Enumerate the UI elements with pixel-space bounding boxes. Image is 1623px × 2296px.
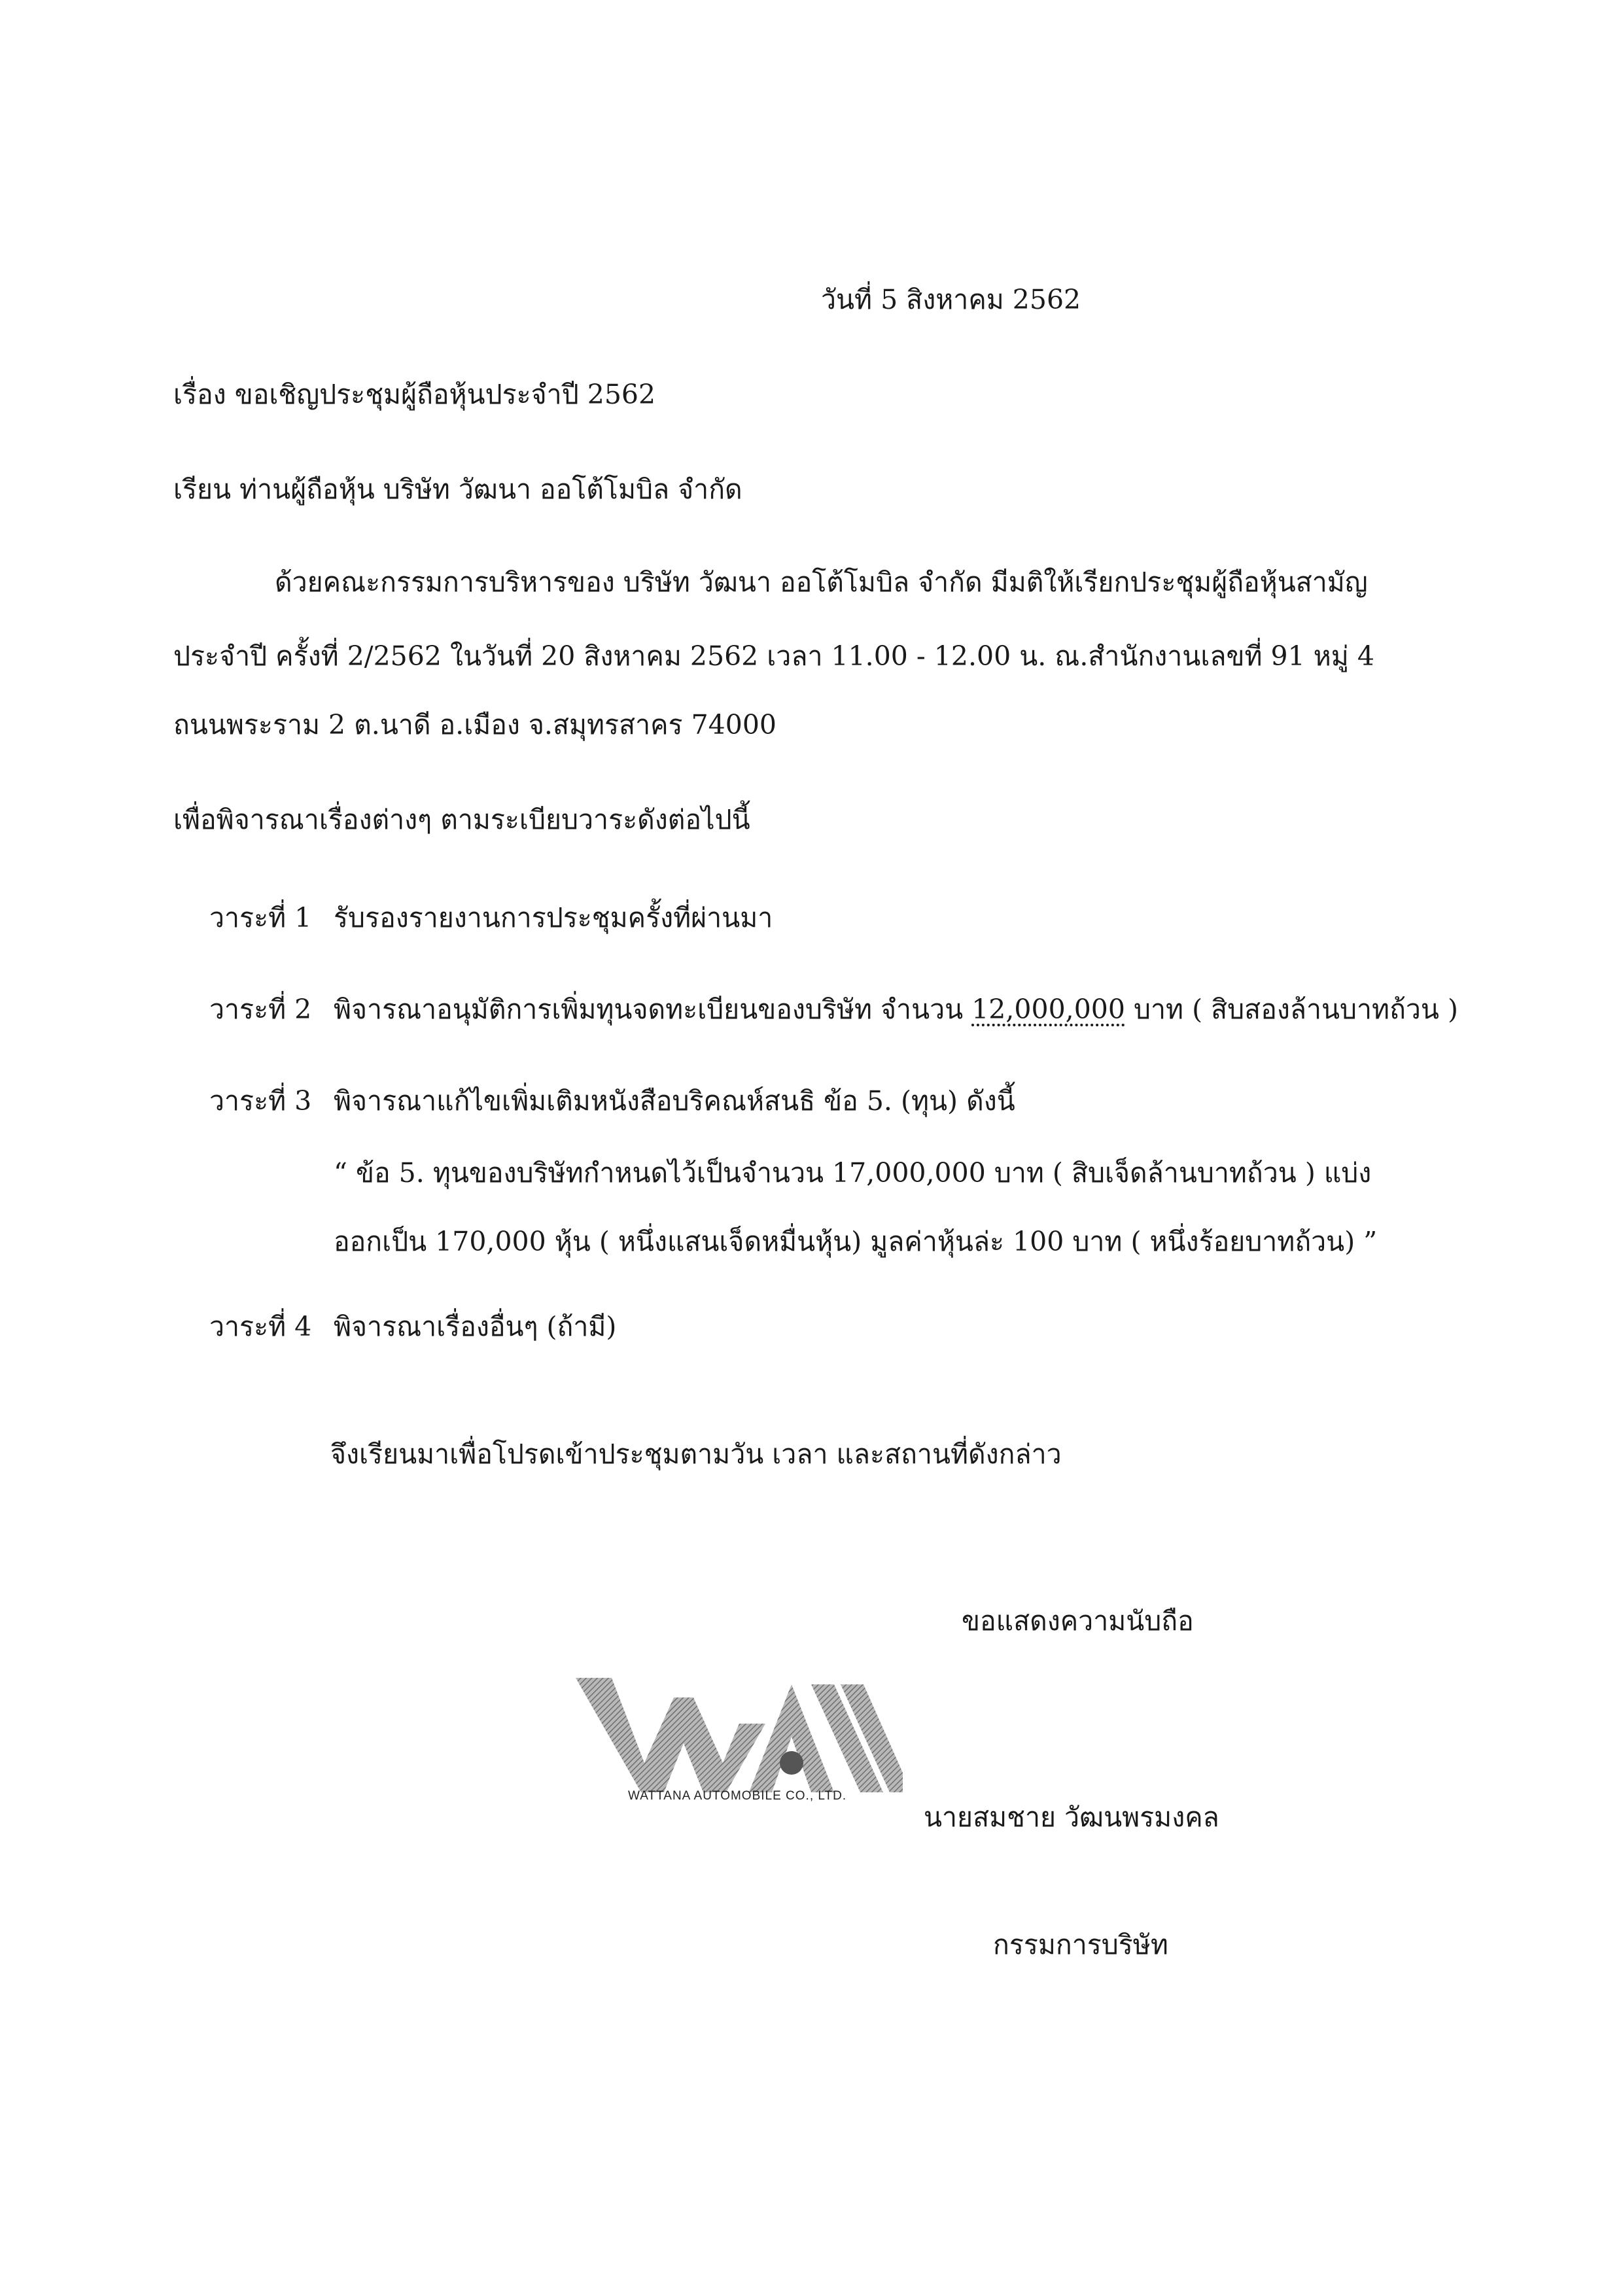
logo-dot (780, 1751, 803, 1775)
body-line-3: ถนนพระราม 2 ต.นาดี อ.เมือง จ.สมุทรสาคร 74000 (173, 709, 777, 740)
signer-name: นายสมชาย วัฒนพรมงคล (924, 1801, 1219, 1833)
body-line-1: ด้วยคณะกรรมการบริหารของ บริษัท วัฒนา ออโต้โมบิล จำกัด มีมติให้เรียกประชุมผู้ถือหุ้นสามัญ (275, 566, 1368, 598)
agenda-item-number: วาระที่ 2 (209, 994, 312, 1025)
letter-date: วันที่ 5 สิงหาคม 2562 (821, 284, 1081, 315)
company-logo (576, 1671, 903, 1802)
body-line-2: ประจำปี ครั้งที่ 2/2562 ในวันที่ 20 สิงหาคม 2562 เวลา 11.00 - 12.00 น. ณ.สำนักงานเลขที่ 91 หมู่ 4 (173, 640, 1374, 672)
logo-w-shape (576, 1678, 765, 1792)
agenda-item-text-after: บาท ( สิบสองล้านบาทถ้วน ) (1125, 994, 1458, 1025)
agenda-item-number: วาระที่ 3 (209, 1085, 312, 1117)
agenda-item-number: วาระที่ 4 (209, 1311, 312, 1342)
closing-sentence: จึงเรียนมาเพื่อโปรดเข้าประชุมตามวัน เวลา และสถานที่ดังกล่าว (330, 1438, 1062, 1470)
agenda-item-text: พิจารณาอนุมัติการเพิ่มทุนจดทะเบียนของบริษัท จำนวน (334, 994, 972, 1025)
agenda-item-text: รับรองรายงานการประชุมครั้งที่ผ่านมา (334, 902, 773, 933)
agenda-item-1 (209, 899, 773, 936)
closing-regards: ขอแสดงความนับถือ (962, 1605, 1194, 1637)
quote-line-1: “ ข้อ 5. ทุนของบริษัทกำหนดไว้เป็นจำนวน 17,000,000 บาท ( สิบเจ็ดล้านบาทถ้วน ) แบ่ง (334, 1157, 1372, 1189)
agenda-item-2 (209, 991, 1458, 1028)
agenda-intro: เพื่อพิจารณาเรื่องต่างๆ ตามระเบียบวาระดังต่อไปนี้ (173, 804, 750, 835)
quote-line-2: ออกเป็น 170,000 หุ้น ( หนึ่งแสนเจ็ดหมื่นหุ้น) มูลค่าหุ้นล่ะ 100 บาท ( หนึ่งร้อยบาทถ้วน) ” (334, 1226, 1378, 1257)
letter-subject: เรื่อง ขอเชิญประชุมผู้ถือหุ้นประจำปี 2562 (173, 379, 656, 410)
logo-caption: WATTANA AUTOMOBILE CO., LTD. (628, 1789, 847, 1803)
signer-title: กรรมการบริษัท (993, 1929, 1168, 1960)
agenda-item-text: พิจารณาแก้ไขเพิ่มเติมหนังสือบริคณห์สนธิ ข้อ 5. (ทุน) ดังนี้ (334, 1085, 1015, 1117)
agenda-item-4 (209, 1308, 616, 1345)
agenda-item-text: พิจารณาเรื่องอื่นๆ (ถ้ามี) (334, 1311, 617, 1342)
letter-recipient: เรียน ท่านผู้ถือหุ้น บริษัท วัฒนา ออโต้โมบิล จำกัด (173, 474, 742, 505)
capital-increase-amount: 12,000,000 (971, 994, 1125, 1025)
agenda-item-number: วาระที่ 1 (209, 902, 312, 933)
agenda-item-3 (209, 1083, 1015, 1119)
